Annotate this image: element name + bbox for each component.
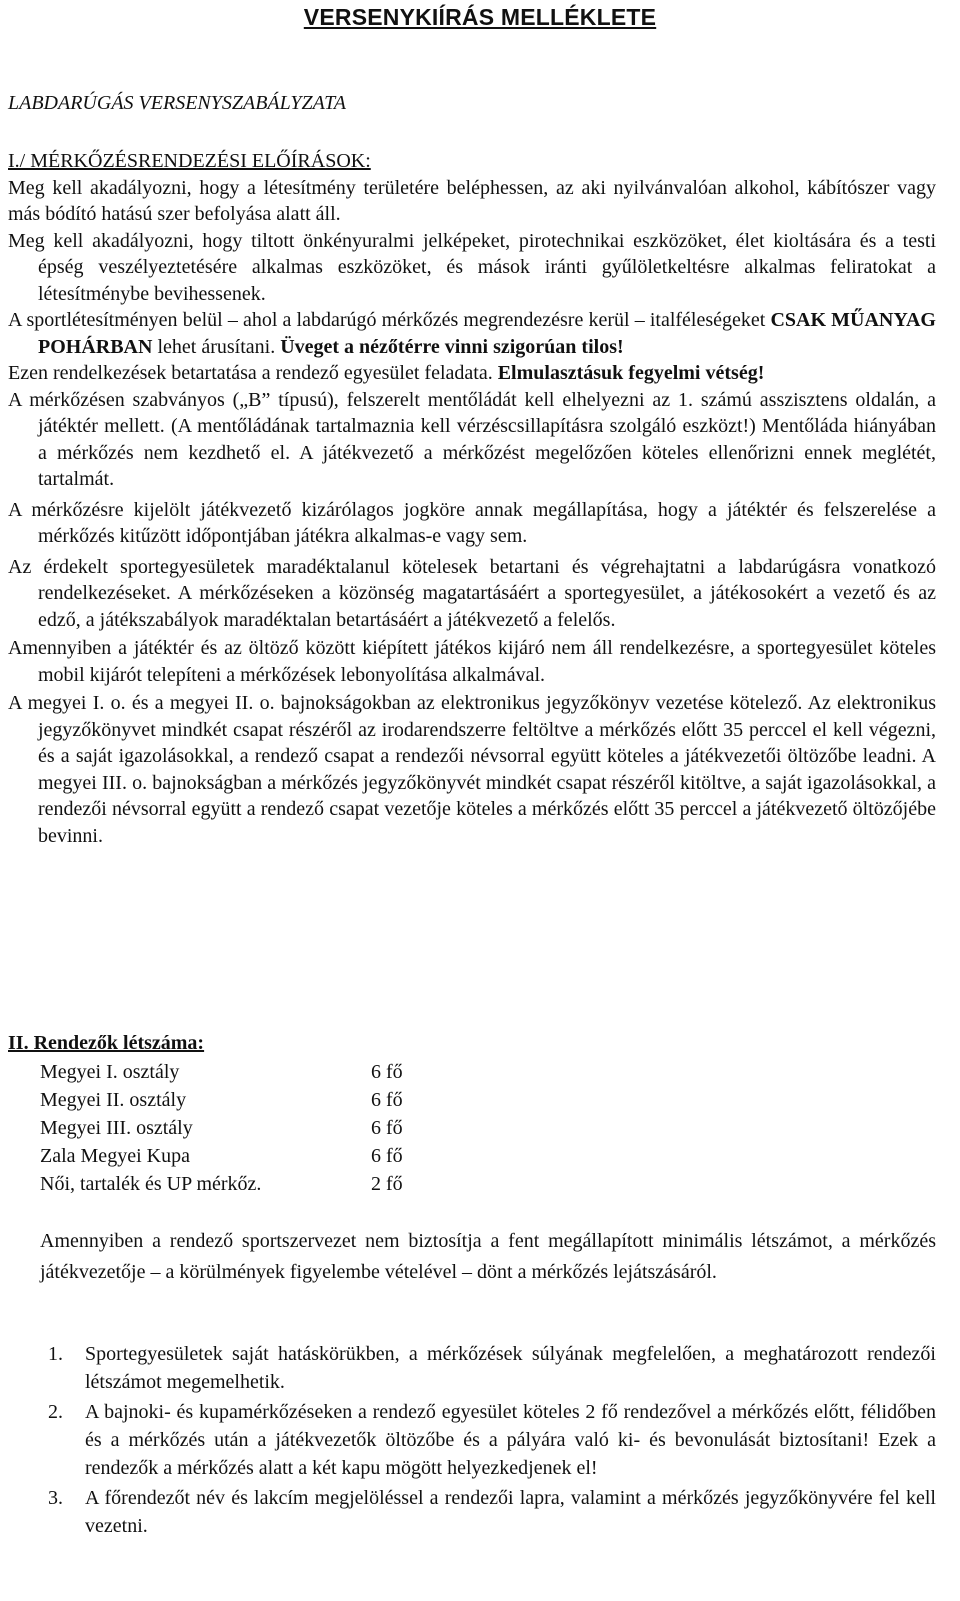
category-cell: Női, tartalék és UP mérkőz. [40,1173,262,1195]
staff-table [40,1058,403,1198]
section-organizing-rules [8,148,936,849]
document-subtitle: LABDARÚGÁS VERSENYSZABÁLYZATA [8,92,346,114]
section-heading: II. Rendezők létszáma: [8,1032,205,1054]
section-heading-text: I./ MÉRKŐZÉSRENDEZÉSI ELŐÍRÁSOK: [8,150,371,172]
count-cell: 6 fő [371,1117,403,1139]
count-cell: 6 fő [371,1145,403,1167]
paragraph-player-exit: Amennyiben a játéktér és az öltöző között kiépített játékos kijáró nem áll rendelkezésre, a sportegyesület köteles mobil kijárót telepíteni a mérkőzések lebonyolítása alkalmával. [8,637,936,686]
list-text: A bajnoki- és kupamérkőzéseken a rendező egyesület köteles 2 fő rendezővel a mérkőzés előtt, félidőben és a mérkőzés után a játékvezetők öltözőbe és a pályára való ki- és bevonulását biztosítani! Ezek a rendezők a mérkőzés alatt a két kapu mögött helyezkedjenek el! [85,1401,936,1479]
count-cell: 6 fő [371,1089,403,1111]
section-heading [8,148,936,175]
table-row [40,1142,403,1170]
paragraph-prohibited-items: Meg kell akadályozni, hogy tiltott önkényuralmi jelképeket, pirotechnikai eszközöket, élet kioltására és a testi épség veszélyeztetésére alkalmas eszközöket, és mások iránti gyűlöletkeltésre alkalmas feliratokat a létesítménybe bevihessenek. [8,229,936,305]
emphasis-text: Elmulasztásuk fegyelmi vétség! [497,362,765,384]
table-row [40,1170,403,1198]
table-row [40,1058,403,1086]
list-number: 2. [48,1401,63,1423]
list-text: A főrendezőt név és lakcím megjelöléssel a rendezői lapra, valamint a mérkőzés jegyzőkönyvére fel kell vezetni. [85,1487,936,1537]
table-row [40,1114,403,1142]
staff-shortage-note: Amennyiben a rendező sportszervezet nem biztosítja a fent megállapított minimális létszámot, a mérkőzés játékvezetője – a körülmények figyelembe vételével – dönt a mérkőzés lejátszásáról. [40,1230,936,1283]
count-cell: 2 fő [371,1173,403,1195]
paragraph-enforcement [8,360,936,387]
paragraph-referee-authority: A mérkőzésre kijelölt játékvezető kizárólagos jogköre annak megállapítása, hogy a játéktér és felszerelése a mérkőzés kitűzött időpontjában játékra alkalmas-e vagy sem. [8,498,936,547]
category-cell: Megyei I. osztály [40,1061,180,1083]
emphasis-text: CSAK MŰANYAG POHÁRBAN [38,309,936,358]
list-item [8,1484,936,1540]
list-item [8,1398,936,1482]
text-segment: lehet árusítani. [152,335,281,358]
category-cell: Megyei II. osztály [40,1089,187,1111]
emphasis-text: Üveget a nézőtérre vinni szigorúan tilos! [280,335,624,358]
category-cell: Zala Megyei Kupa [40,1145,190,1167]
paragraph-plastic-cups [8,307,936,360]
list-number: 1. [48,1343,63,1365]
section-staff-count [8,1030,936,1198]
paragraph-electronic-report: A megyei I. o. és a megyei II. o. bajnokságokban az elektronikus jegyzőkönyv vezetése kötelező. Az elektronikus jegyzőkönyvet mindkét csapat részéről az irodarendszerre feltöltve a mérkőzés előtt 35 perccel el kell végezni, és a saját igazolásokkal, a rendező csapat a rendezői névsorral együtt köteles a játékvezetői öltözőbe leadni. A megyei III. o. bajnokságban a mérkőzés jegyzőkönyvét mindkét csapat részéről kitöltve, a saját igazolásokkal, a rendezői névsorral együtt a rendező csapat vezetője köteles a mérkőzés előtt 35 perccel a játékvezető öltözőjébe bevinni. [8,692,936,847]
rules-list [8,1340,936,1542]
list-number: 3. [48,1487,63,1509]
list-text: Sportegyesületek saját hatáskörükben, a mérkőzések súlyának megfelelően, a meghatározott rendezői létszámot megemelhetik. [85,1343,936,1393]
count-cell: 6 fő [371,1061,403,1083]
paragraph-club-obligations: Az érdekelt sportegyesületek maradéktalanul kötelesek betartani és végrehajtatni a labdarúgásra vonatkozó rendelkezéseket. A mérkőzéseken a közönség magatartásáért a sportegyesület, a játékosokért a vezető és az edző, a játékszabályok maradéktalan betartásáért a játékvezető a felelős. [8,555,936,631]
text-segment: A sportlétesítményen belül – ahol a labdarúgó mérkőzés megrendezésre kerül – italféleségeket [8,309,771,331]
category-cell: Megyei III. osztály [40,1117,193,1139]
table-row [40,1086,403,1114]
document-title: VERSENYKIÍRÁS MELLÉKLETE [303,4,657,30]
paragraph-first-aid: A mérkőzésen szabványos („B” típusú), felszerelt mentőládát kell elhelyezni az 1. számú asszisztens oldalán, a játéktér mellett. (A mentőládának tartalmaznia kell vérzéscsillapításra szolgáló eszközt!) Mentőláda hiányában a mérkőzés nem kezdhető el. A játékvezető a mérkőzést megelőzően köteles ellenőrizni ennek meglétét, tartalmát. [8,388,936,490]
text-segment: Ezen rendelkezések betartatása a rendező egyesület feladata. [8,362,498,384]
paragraph-alcohol: Meg kell akadályozni, hogy a létesítmény területére beléphessen, az aki nyilvánvalóan alkohol, kábítószer vagy más bódító hatású szer befolyása alatt áll. [8,176,936,225]
list-item [8,1340,936,1396]
